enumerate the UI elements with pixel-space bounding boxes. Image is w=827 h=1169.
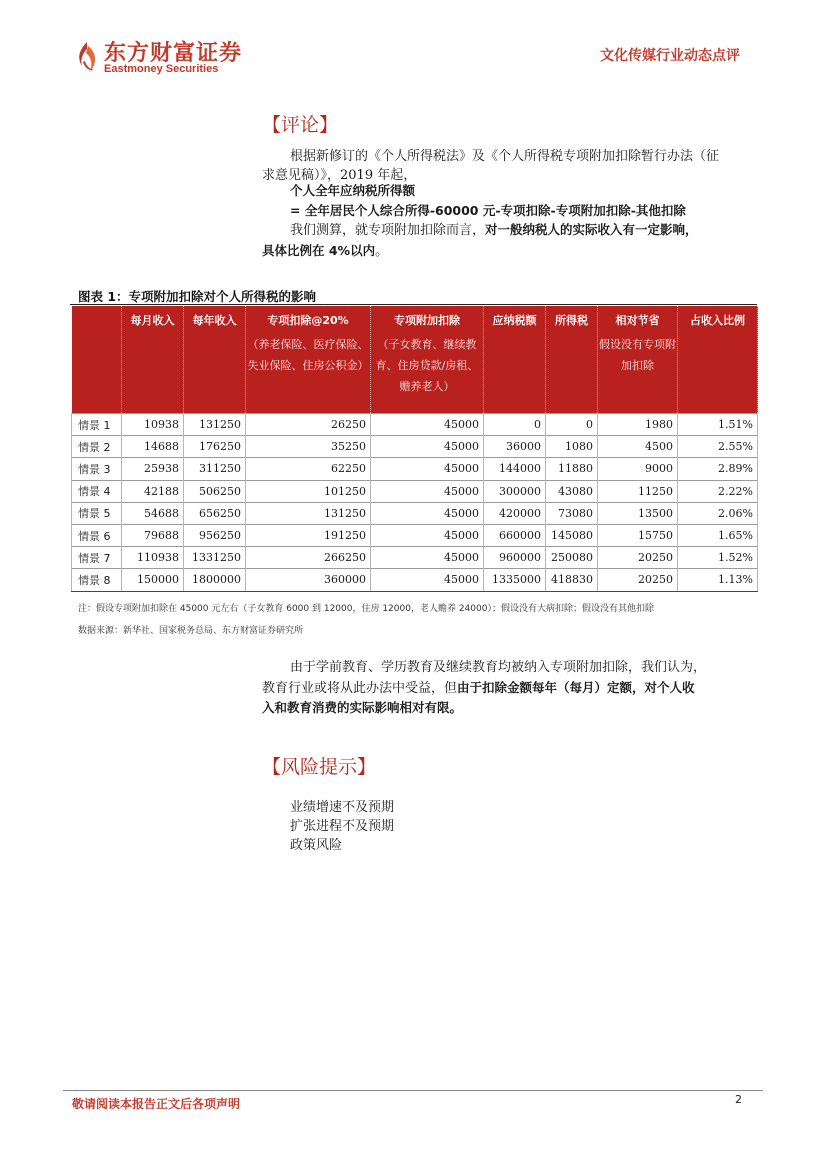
table-cell: 36000 <box>484 436 546 458</box>
table-cell: 191250 <box>246 524 371 546</box>
table-cell: 45000 <box>371 547 484 569</box>
table-cell: 43080 <box>546 480 598 502</box>
footer-rule <box>63 1090 763 1091</box>
tax-impact-table <box>71 306 758 592</box>
scenario-label: 情景 7 <box>72 547 122 569</box>
table-cell: 14688 <box>122 436 184 458</box>
table-row <box>72 502 758 524</box>
table-cell: 2.22% <box>678 480 758 502</box>
table-cell: 20250 <box>598 569 678 591</box>
table-cell: 266250 <box>246 547 371 569</box>
table-cell: 250080 <box>546 547 598 569</box>
table-cell: 1.52% <box>678 547 758 569</box>
table-cell: 26250 <box>246 414 371 436</box>
header-income-tax: 所得税 <box>546 306 598 414</box>
table-cell: 1800000 <box>184 569 246 591</box>
table-cell: 360000 <box>246 569 371 591</box>
table-cell: 62250 <box>246 458 371 480</box>
table-cell: 150000 <box>122 569 184 591</box>
table-header-row <box>72 306 758 414</box>
table-cell: 145080 <box>546 524 598 546</box>
table-row <box>72 436 758 458</box>
table-cell: 956250 <box>184 524 246 546</box>
table-cell: 10938 <box>122 414 184 436</box>
table-cell: 54688 <box>122 502 184 524</box>
table-cell: 45000 <box>371 569 484 591</box>
analysis-line1: 由于学前教育、学历教育及继续教育均被纳入专项附加扣除，我们认为， <box>290 660 707 675</box>
analysis-line2: 教育行业或将从此办法中受益，但由于扣除金额每年（每月）定额，对个人收 <box>262 680 695 696</box>
header-income-ratio: 占收入比例 <box>678 306 758 414</box>
table-cell: 35250 <box>246 436 371 458</box>
table-cell: 11250 <box>598 480 678 502</box>
table-cell: 45000 <box>371 502 484 524</box>
analysis-line3: 入和教育消费的实际影响相对有限。 <box>262 700 463 715</box>
figure-source: 数据来源：新华社、国家税务总局、东方财富证券研究所 <box>78 626 304 636</box>
table-cell: 420000 <box>484 502 546 524</box>
table-cell: 656250 <box>184 502 246 524</box>
table-cell: 45000 <box>371 524 484 546</box>
table-cell: 45000 <box>371 480 484 502</box>
table-row <box>72 480 758 502</box>
table-cell: 144000 <box>484 458 546 480</box>
table-cell: 1.13% <box>678 569 758 591</box>
scenario-label: 情景 6 <box>72 524 122 546</box>
scenario-label: 情景 5 <box>72 502 122 524</box>
table-cell: 2.55% <box>678 436 758 458</box>
footer-disclaimer: 敬请阅读本报告正文后各项声明 <box>72 1097 241 1111</box>
table-cell: 131250 <box>184 414 246 436</box>
table-cell: 1.51% <box>678 414 758 436</box>
header-monthly-income: 每月收入 <box>122 306 184 414</box>
eastmoney-logo-icon <box>74 40 100 74</box>
risk-heading: 【风险提示】 <box>262 756 377 778</box>
table-cell: 418830 <box>546 569 598 591</box>
header-special-deduction: 专项扣除@20% （养老保险、医疗保险、失业保险、住房公积金） <box>246 306 371 414</box>
comment-paragraph-line2: 求意见稿）》，2019 年起， <box>262 168 417 183</box>
table-cell: 45000 <box>371 458 484 480</box>
table-row <box>72 569 758 591</box>
page-number: 2 <box>735 1093 742 1106</box>
table-cell: 42188 <box>122 480 184 502</box>
risk-item: 政策风险 <box>290 838 343 853</box>
header-relative-savings: 相对节省 假设没有专项附加扣除 <box>598 306 678 414</box>
table-cell: 1.65% <box>678 524 758 546</box>
table-cell: 79688 <box>122 524 184 546</box>
table-row <box>72 524 758 546</box>
scenario-label: 情景 2 <box>72 436 122 458</box>
table-cell: 73080 <box>546 502 598 524</box>
report-type: 文化传媒行业动态点评 <box>600 48 740 64</box>
table-cell: 11880 <box>546 458 598 480</box>
table-cell: 660000 <box>484 524 546 546</box>
header-annual-income: 每年收入 <box>184 306 246 414</box>
table-cell: 1080 <box>546 436 598 458</box>
risk-item: 业绩增速不及预期 <box>290 800 395 815</box>
table-cell: 960000 <box>484 547 546 569</box>
table-cell: 2.06% <box>678 502 758 524</box>
table-cell: 176250 <box>184 436 246 458</box>
table-row <box>72 458 758 480</box>
formula-title: 个人全年应纳税所得额 <box>290 183 416 198</box>
table-cell: 15750 <box>598 524 678 546</box>
table-cell: 311250 <box>184 458 246 480</box>
scenario-label: 情景 3 <box>72 458 122 480</box>
table-cell: 300000 <box>484 480 546 502</box>
table-cell: 13500 <box>598 502 678 524</box>
table-cell: 2.89% <box>678 458 758 480</box>
table-cell: 20250 <box>598 547 678 569</box>
logo-english-text: Eastmoney Securities <box>104 63 219 75</box>
table-cell: 4500 <box>598 436 678 458</box>
table-cell: 0 <box>546 414 598 436</box>
table-cell: 110938 <box>122 547 184 569</box>
header-special-additional-deduction: 专项附加扣除 （子女教育、继续教育、住房贷款/房租、赡养老人） <box>371 306 484 414</box>
table-cell: 0 <box>484 414 546 436</box>
table-cell: 506250 <box>184 480 246 502</box>
header-taxable-amount: 应纳税额 <box>484 306 546 414</box>
figure-title-rule <box>70 304 757 305</box>
comment-heading: 【评论】 <box>262 114 339 136</box>
scenario-label: 情景 1 <box>72 414 122 436</box>
table-cell: 1335000 <box>484 569 546 591</box>
table-cell: 131250 <box>246 502 371 524</box>
logo-text: 东方财富证券 <box>104 41 243 66</box>
table-cell: 45000 <box>371 436 484 458</box>
table-cell: 1331250 <box>184 547 246 569</box>
figure-title: 图表 1：专项附加扣除对个人所得税的影响 <box>78 289 317 304</box>
table-cell: 101250 <box>246 480 371 502</box>
figure-note: 注：假设专项附加扣除在 45000 元左右（子女教育 6000 到 12000，住房 12000，老人赡养 24000）；假设没有大病扣除；假设没有其他扣除 <box>78 604 654 614</box>
scenario-label: 情景 8 <box>72 569 122 591</box>
table-cell: 1980 <box>598 414 678 436</box>
table-cell: 25938 <box>122 458 184 480</box>
formula-expression: = 全年居民个人综合所得-60000 元-专项扣除-专项附加扣除-其他扣除 <box>290 203 686 218</box>
table-cell: 45000 <box>371 414 484 436</box>
table-cell: 9000 <box>598 458 678 480</box>
risk-item: 扩张进程不及预期 <box>290 819 395 834</box>
table-row <box>72 547 758 569</box>
scenario-label: 情景 4 <box>72 480 122 502</box>
comment-paragraph-line1: 根据新修订的《个人所得税法》及《个人所得税专项附加扣除暂行办法（征 <box>290 149 720 164</box>
estimate-paragraph-line1: 我们测算，就专项附加扣除而言，对一般纳税人的实际收入有一定影响， <box>290 222 698 238</box>
table-row <box>72 414 758 436</box>
estimate-paragraph-line2: 具体比例在 4%以内。 <box>262 243 389 259</box>
header-blank <box>72 306 122 414</box>
